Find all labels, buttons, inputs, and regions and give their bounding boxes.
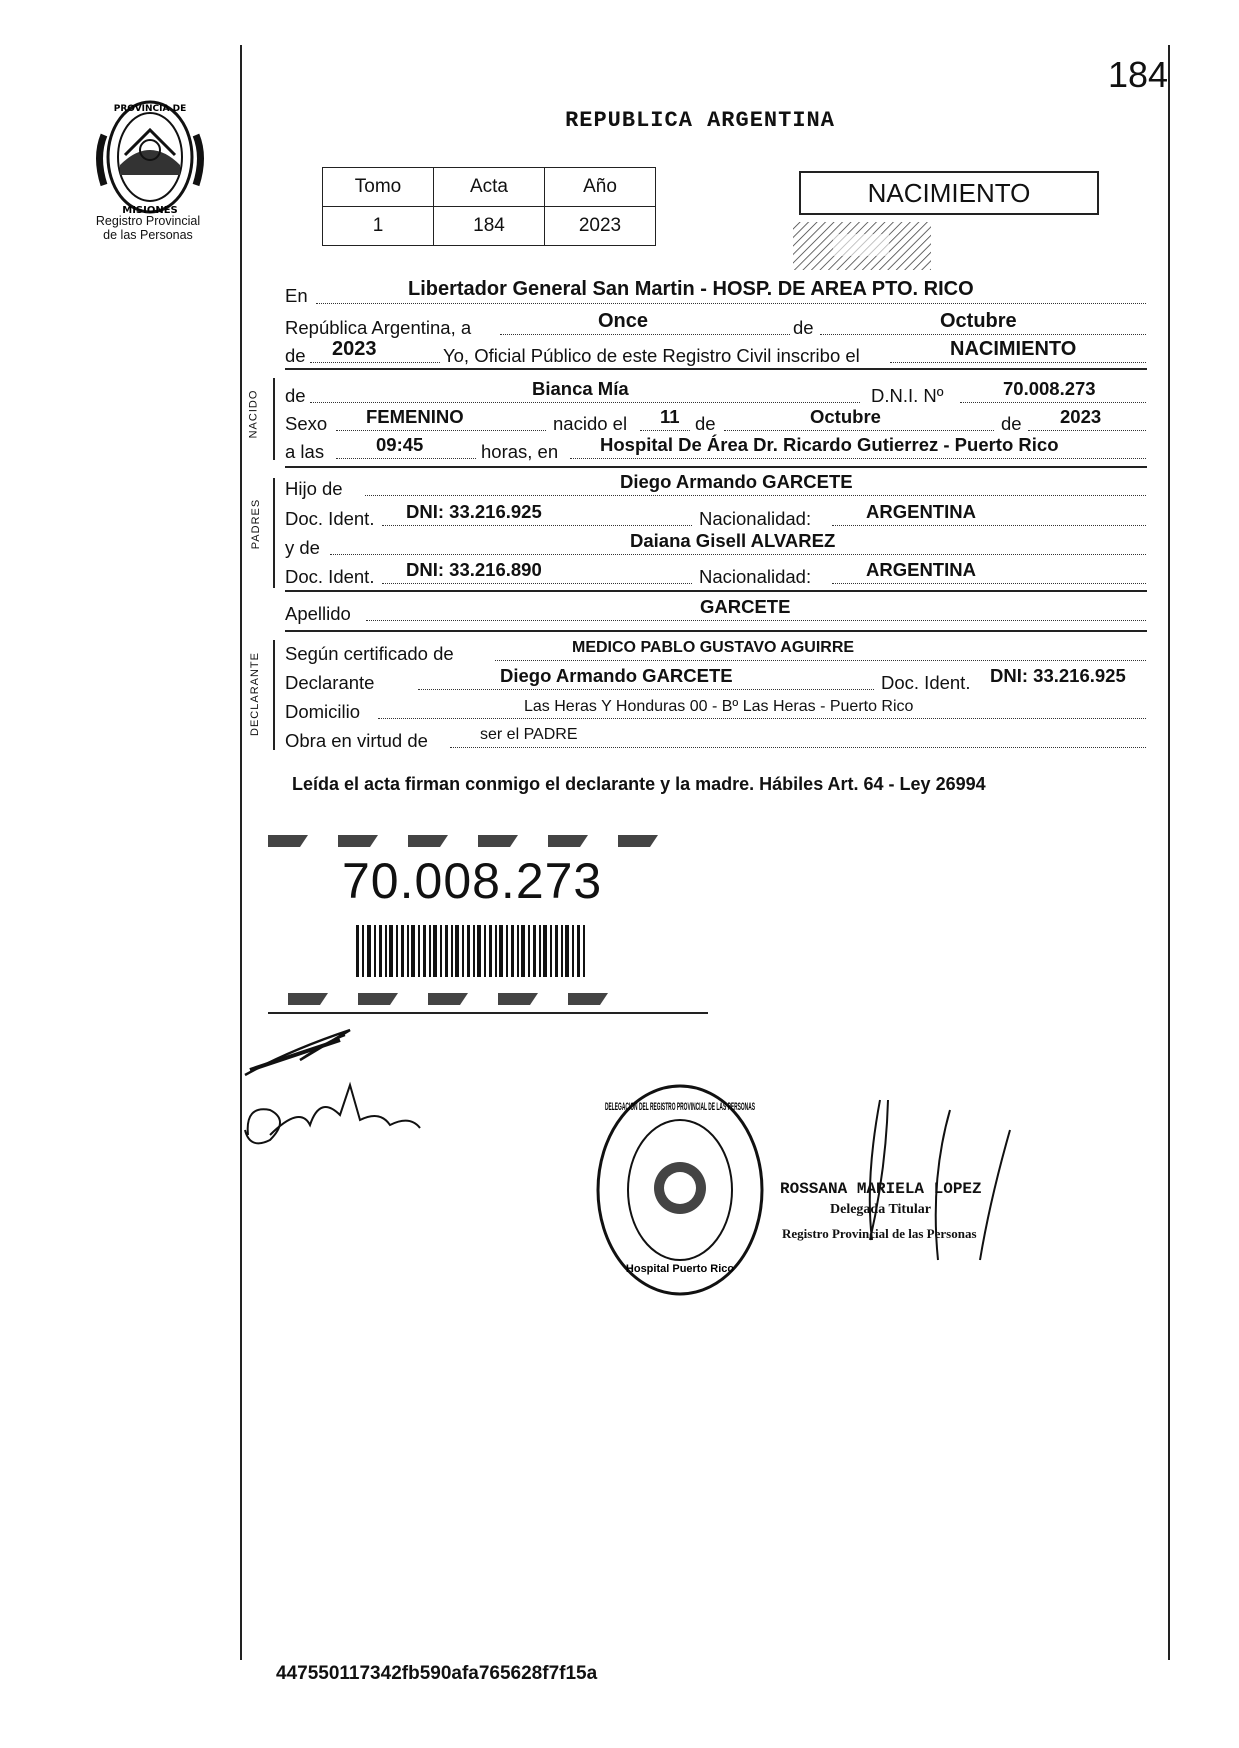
page-number: 184 xyxy=(1108,54,1169,95)
dotline-day2 xyxy=(640,430,690,431)
ano-header: Año xyxy=(545,168,656,207)
birth-hour: 09:45 xyxy=(376,434,424,455)
father-nationality: ARGENTINA xyxy=(866,501,976,522)
declarant-name: Diego Armando GARCETE xyxy=(500,665,733,686)
mother-doc-label: Doc. Ident. xyxy=(285,566,375,587)
declarante-side-label: DECLARANTE xyxy=(248,652,261,736)
mother-name: Daiana Gisell ALVAREZ xyxy=(630,530,836,551)
nacido-el-label: nacido el xyxy=(553,413,628,434)
dotline-father xyxy=(365,495,1146,496)
province-emblem-logo xyxy=(90,95,210,220)
mother-doc: DNI: 33.216.890 xyxy=(406,559,542,580)
dotline-year2 xyxy=(1028,430,1146,431)
official-organization: Registro Provincial de las Personas xyxy=(782,1226,977,1241)
logo-caption xyxy=(68,214,228,242)
dotline-month xyxy=(820,334,1146,335)
de2-label: de xyxy=(695,413,716,434)
hijo-label: Hijo de xyxy=(285,478,343,499)
ano-value: 2023 xyxy=(545,207,656,246)
right-margin-line xyxy=(1168,45,1170,1660)
document-title: REPUBLICA ARGENTINA xyxy=(565,108,835,133)
official-name: ROSSANA MARIELA LOPEZ xyxy=(780,1180,982,1198)
separator-1 xyxy=(285,368,1147,370)
address-value: Las Heras Y Honduras 00 - Bº Las Heras - Puerto Rico xyxy=(524,698,914,715)
dotline-inscribo xyxy=(890,362,1146,363)
registration-year: 2023 xyxy=(332,338,377,360)
father-doc-label: Doc. Ident. xyxy=(285,508,375,529)
en-label: En xyxy=(285,285,308,306)
child-dni: 70.008.273 xyxy=(1003,378,1096,399)
republica-label: República Argentina, a xyxy=(285,317,472,338)
tomo-value: 1 xyxy=(323,207,434,246)
birth-year: 2023 xyxy=(1060,406,1102,427)
y-de-label: y de xyxy=(285,537,320,558)
emblem-bottom-text: MISIONES xyxy=(122,205,178,216)
acta-value: 184 xyxy=(434,207,545,246)
certificate-doctor: MEDICO PABLO GUSTAVO AGUIRRE xyxy=(572,639,855,656)
official-role: Delegada Titular xyxy=(830,1202,931,1217)
nacido-side-label: NACIDO xyxy=(247,389,260,439)
seal-outer-text: DELEGACION DEL REGISTRO PROVINCIAL DE LAS PERSONAS xyxy=(605,1101,755,1113)
acta-header: Acta xyxy=(434,168,545,207)
horas-label: horas, en xyxy=(481,441,559,462)
dotline-en xyxy=(316,303,1146,304)
de-name-label: de xyxy=(285,385,306,406)
father-doc: DNI: 33.216.925 xyxy=(406,501,542,522)
obra-value: ser el PADRE xyxy=(480,726,578,743)
dotline-father-doc xyxy=(382,525,692,526)
dotline-name xyxy=(310,402,860,403)
dotline-dni xyxy=(960,402,1146,403)
mother-nationality: ARGENTINA xyxy=(866,559,976,580)
dotline-hour xyxy=(336,458,476,459)
dni-label: D.N.I. Nº xyxy=(871,385,944,406)
dotline-mother-nat xyxy=(832,583,1146,584)
yo-label: Yo, Oficial Público de este Registro Civil inscribo el xyxy=(443,345,860,366)
dotline-segun xyxy=(495,660,1146,661)
nacido-bar xyxy=(273,378,275,460)
official-seal xyxy=(590,1080,770,1300)
padres-bar xyxy=(273,478,275,588)
dotline-place xyxy=(570,458,1146,459)
dotline-year xyxy=(310,362,440,363)
declarant-doc: DNI: 33.216.925 xyxy=(990,665,1126,686)
closing-statement: Leída el acta firman conmigo el declarante y la madre. Hábiles Art. 64 - Ley 26994 xyxy=(292,774,986,794)
birth-day: 11 xyxy=(660,406,680,427)
segun-label: Según certificado de xyxy=(285,643,454,664)
dotline-apellido xyxy=(366,620,1146,621)
birth-place: Hospital De Área Dr. Ricardo Gutierrez - Puerto Rico xyxy=(600,434,1059,455)
dotline-domicilio xyxy=(378,718,1146,719)
record-table xyxy=(322,167,656,246)
father-nat-label: Nacionalidad: xyxy=(699,508,812,529)
dotline-sexo xyxy=(336,430,546,431)
record-type-box: NACIMIENTO xyxy=(799,171,1099,215)
sex-value: FEMENINO xyxy=(366,406,464,427)
dotline-declarante xyxy=(418,689,874,690)
dotline-day xyxy=(500,334,790,335)
separator-3 xyxy=(285,590,1147,592)
birth-month: Octubre xyxy=(810,406,881,427)
registration-month: Octubre xyxy=(940,310,1017,332)
mother-nat-label: Nacionalidad: xyxy=(699,566,812,587)
declarante-bar xyxy=(273,640,275,750)
dotline-mother xyxy=(330,554,1146,555)
decl-doc-label: Doc. Ident. xyxy=(881,672,971,693)
apellido-label: Apellido xyxy=(285,603,351,624)
security-stamp-mark xyxy=(793,220,931,272)
father-name: Diego Armando GARCETE xyxy=(620,471,853,492)
place-of-registration: Libertador General San Martin - HOSP. DE AREA PTO. RICO xyxy=(408,278,974,300)
declarant-signature xyxy=(240,1010,440,1160)
dni-stamp-number: 70.008.273 xyxy=(342,853,603,909)
child-name: Bianca Mía xyxy=(532,378,629,399)
obra-label: Obra en virtud de xyxy=(285,730,428,751)
dotline-father-nat xyxy=(832,525,1146,526)
separator-4 xyxy=(285,630,1147,632)
logo-caption-line1: Registro Provincial xyxy=(95,214,201,228)
declarante-label: Declarante xyxy=(285,672,375,693)
a-las-label: a las xyxy=(285,441,325,462)
de-label: de xyxy=(793,317,814,338)
tomo-header: Tomo xyxy=(323,168,434,207)
left-margin-line xyxy=(240,45,242,1660)
dotline-month2 xyxy=(724,430,994,431)
sexo-label: Sexo xyxy=(285,413,328,434)
surname-value: GARCETE xyxy=(700,596,791,617)
inscribo-value: NACIMIENTO xyxy=(950,338,1077,360)
dotline-obra xyxy=(450,747,1146,748)
de3-label: de xyxy=(1001,413,1022,434)
seal-inner-text: Hospital Puerto Rico xyxy=(625,1263,735,1275)
separator-2 xyxy=(285,466,1147,468)
de-year-label: de xyxy=(285,345,306,366)
document-hash: 447550117342fb590afa765628f7f15a xyxy=(276,1663,598,1684)
logo-caption-line2: de las Personas xyxy=(103,228,193,242)
padres-side-label: PADRES xyxy=(250,498,263,550)
emblem-top-text: PROVINCIA DE xyxy=(113,104,187,114)
domicilio-label: Domicilio xyxy=(285,701,361,722)
registration-day: Once xyxy=(598,310,649,332)
dotline-mother-doc xyxy=(382,583,692,584)
